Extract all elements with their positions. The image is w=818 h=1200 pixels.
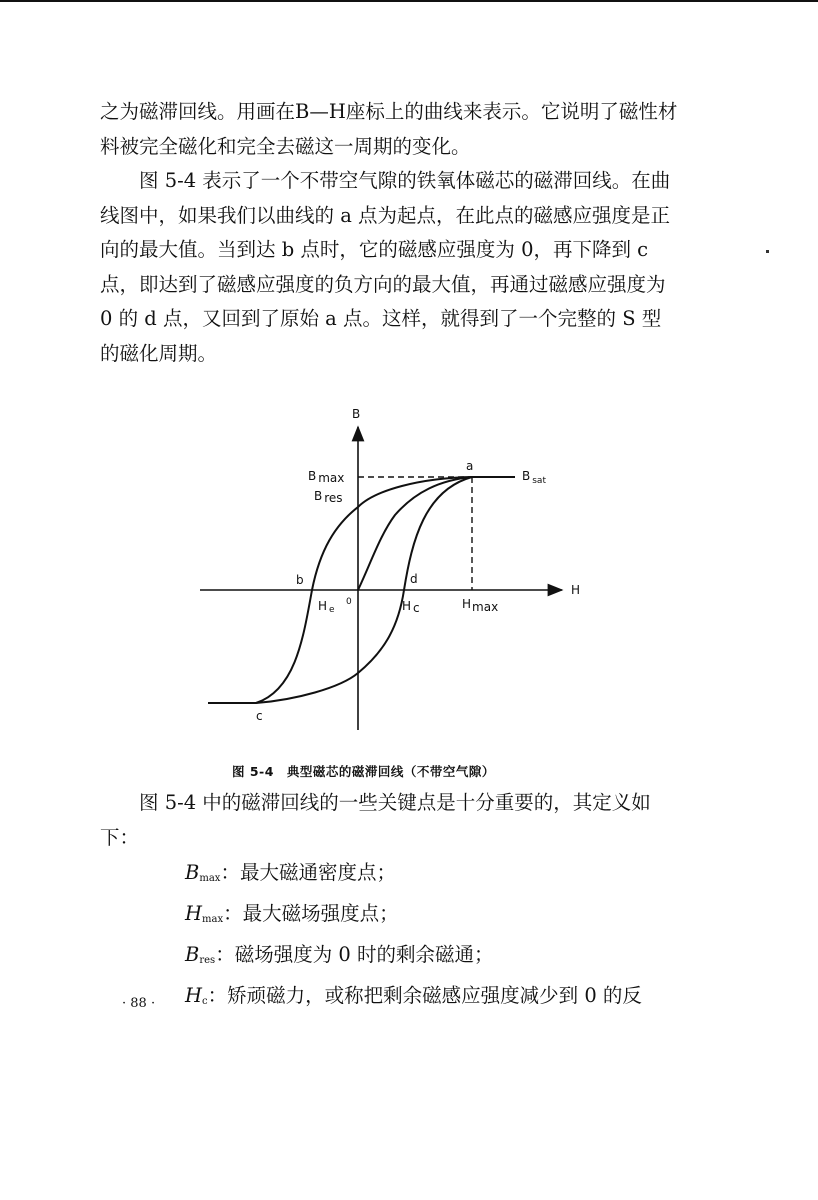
point-d-label: d — [410, 572, 418, 586]
definition-text: ：磁场强度为 0 时的剩余磁通； — [215, 943, 494, 966]
h-axis-label: H — [571, 583, 581, 597]
definition-symbol: $H_{max}$ — [185, 902, 224, 925]
definition-text: ：最大磁通密度点； — [220, 861, 396, 884]
definition-text: ：矫顽磁力，或称把剩余磁感应强度减少到 0 的反 — [207, 984, 642, 1007]
hysteresis-loop-figure — [190, 400, 610, 745]
definition-hc — [185, 978, 685, 1019]
definition-bmax — [185, 855, 685, 896]
bres-label: B res — [314, 489, 343, 505]
hysteresis-loop-diagram — [190, 400, 610, 745]
point-a-label: a — [466, 459, 474, 473]
definition-symbol: $H_c$ — [185, 984, 208, 1007]
point-b-label: b — [296, 573, 304, 587]
page-number: · 88 · — [122, 996, 156, 1011]
definition-bres — [185, 937, 685, 978]
definition-text: ：最大磁场强度点； — [223, 902, 399, 925]
he-label: H e — [318, 599, 335, 615]
hc-label: H c — [402, 599, 420, 615]
point-c-label: c — [256, 709, 263, 723]
paragraph-hysteresis-intro: 之为磁滞回线。用画在B—H座标上的曲线来表示。它说明了磁性材料被完全磁化和完全去磁这一周期的变化。 — [100, 100, 678, 158]
scan-speck — [766, 250, 769, 253]
definition-list — [185, 855, 685, 1019]
paragraph-figure-description: 图 5-4 表示了一个不带空气隙的铁氧体磁芯的磁滞回线。在曲线图中，如果我们以曲线的 a 点为起点，在此点的磁感应强度是正向的最大值。当到达 b 点时，它的磁感应强度为 0，再下降到 c 点，即达到了磁感应强度的负方向的最大值，再通过磁感应强度为 0 的 d 点，又回到了原始 a 点。这样，就得到了一个完整的 S 型的磁化周期。 — [100, 169, 671, 365]
top-border-line — [0, 0, 818, 2]
paragraph-key-points-intro: 图 5-4 中的磁滞回线的一些关键点是十分重要的，其定义如下： — [100, 791, 651, 849]
bsat-label: B sat — [522, 469, 546, 486]
b-axis-label: B — [352, 407, 361, 421]
definition-symbol: $B_{max}$ — [185, 861, 221, 884]
definition-symbol: $B_{res}$ — [185, 943, 216, 966]
hmax-label: Hmax — [462, 597, 499, 614]
figure-caption: 图 5-4 典型磁芯的磁滞回线（不带空气隙） — [232, 764, 495, 779]
definition-hmax — [185, 896, 685, 937]
bmax-label: B max — [308, 469, 345, 485]
origin-label: 0 — [346, 597, 352, 607]
